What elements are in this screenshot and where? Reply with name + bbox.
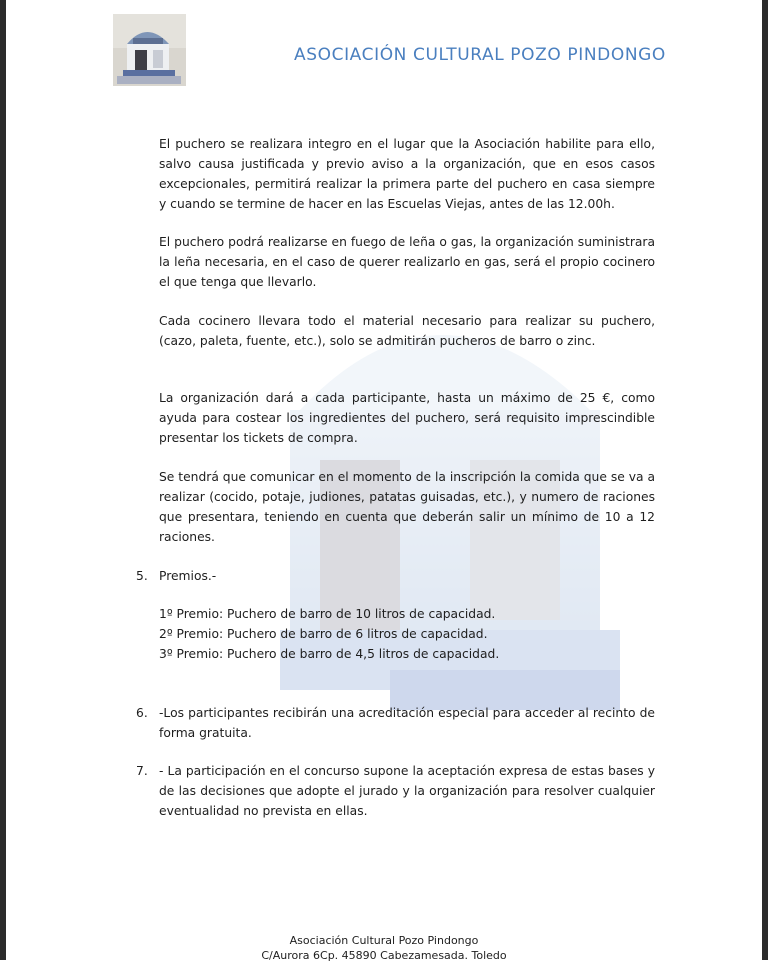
- prize-third: 3º Premio: Puchero de barro de 4,5 litros de capacidad.: [159, 647, 500, 661]
- section-6-text: -Los participantes recibirán una acreditación especial para acceder al recinto de forma gratuita.: [159, 706, 655, 740]
- paragraph-3: Cada cocinero llevara todo el material necesario para realizar su puchero, (cazo, paleta, fuente, etc.), solo se admitirán pucheros de barro o zinc.: [159, 314, 655, 348]
- header-title: ASOCIACIÓN CULTURAL POZO PINDONGO: [294, 45, 666, 65]
- paragraph-5: Se tendrá que comunicar en el momento de la inscripción la comida que se va a realizar (cocido, potaje, judiones, patatas guisadas, etc.), y numero de raciones que presentara, teniendo en cuenta que deberán salir un mínimo de 10 a 12 raciones.: [159, 470, 655, 544]
- paragraph-4: La organización dará a cada participante, hasta un máximo de 25 €, como ayuda para costear los ingredientes del puchero, será requisito imprescindible presentar los tickets de compra.: [159, 391, 655, 445]
- section-5-number: 5.: [136, 569, 148, 583]
- paragraph-2: El puchero podrá realizarse en fuego de leña o gas, la organización suministrara la leña necesaria, en el caso de querer realizarlo en gas, será el propio cocinero el que tenga que llevarlo.: [159, 235, 655, 289]
- section-7-number: 7.: [136, 764, 148, 778]
- section-7-text: - La participación en el concurso supone la aceptación expresa de estas bases y de las decisiones que adopte el jurado y la organización para resolver cualquier eventualidad no prevista en ellas.: [159, 764, 655, 818]
- prize-first: 1º Premio: Puchero de barro de 10 litros de capacidad.: [159, 607, 496, 621]
- right-frame-border: [762, 0, 768, 960]
- section-6-number: 6.: [136, 706, 148, 720]
- left-frame-border: [0, 0, 6, 960]
- prize-second: 2º Premio: Puchero de barro de 6 litros de capacidad.: [159, 627, 488, 641]
- footer-address: C/Aurora 6Cp. 45890 Cabezamesada. Toledo: [261, 949, 507, 962]
- section-5-title: Premios.-: [159, 569, 217, 583]
- association-logo: [113, 14, 186, 86]
- footer-organization: Asociación Cultural Pozo Pindongo: [289, 934, 479, 947]
- paragraph-1: El puchero se realizara integro en el lugar que la Asociación habilite para ello, salvo causa justificada y previo aviso a la organización, que en esos casos excepcionales, permitirá realizar la primera parte del puchero en casa siempre y cuando se termine de hacer en las Escuelas Viejas, antes de las 12.00h.: [159, 137, 655, 211]
